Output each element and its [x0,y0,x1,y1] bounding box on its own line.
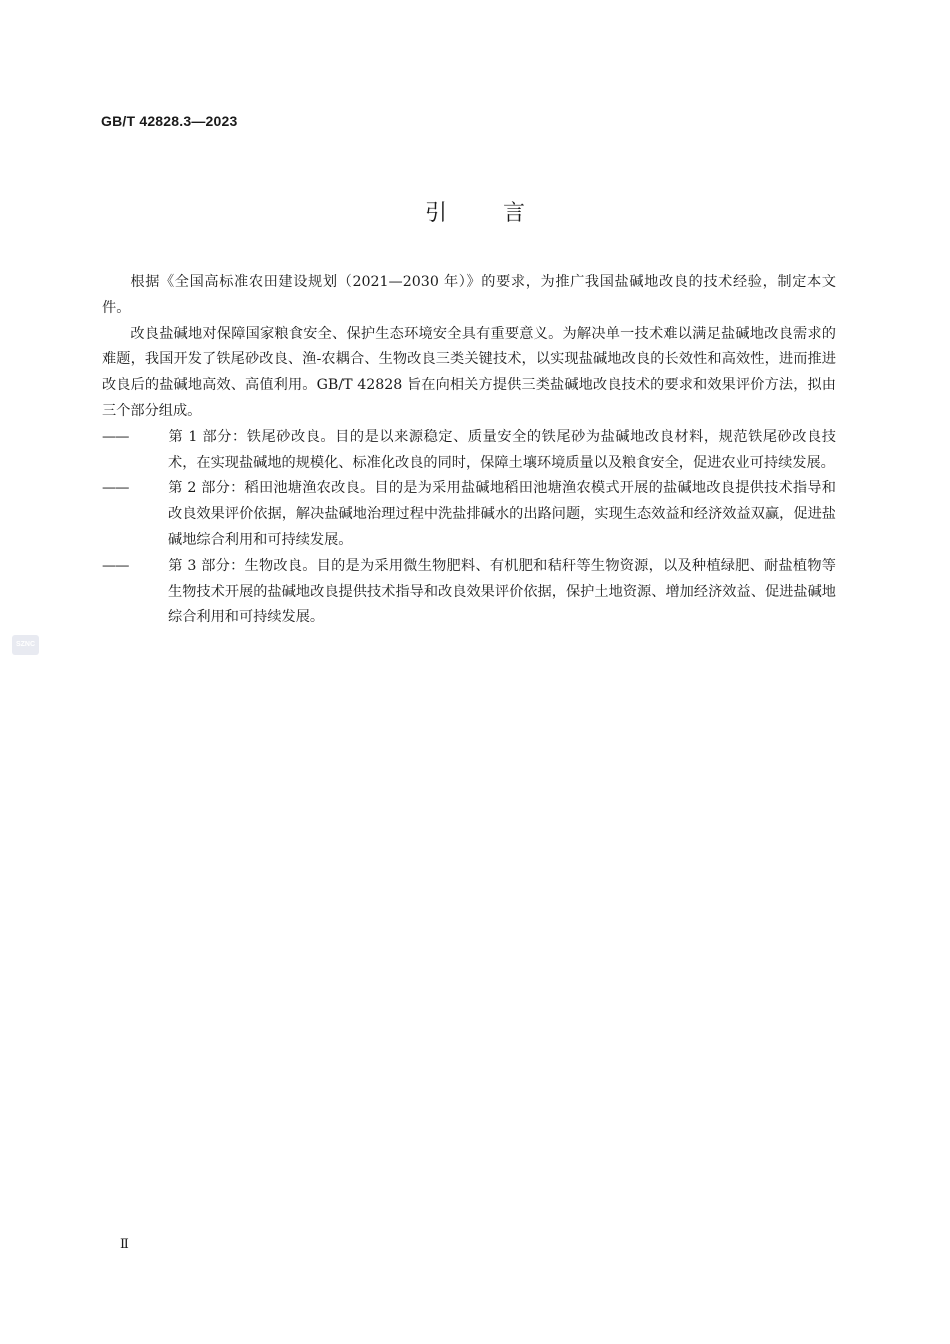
list-item [102,425,836,477]
page-title: 引言 [424,201,581,226]
list-dash: —— [102,557,129,574]
watermark-logo: SZNC [12,635,39,655]
standard-code: GB/T 42828.3—2023 [101,113,238,129]
list-item-text: 第 3 部分：生物改良。目的是为采用微生物肥料、有机肥和秸秆等生物资源，以及种植绿肥、耐盐植物等生物技术开展的盐碱地改良提供技术指导和改良效果评价依据，保护土地资源、增加经济效益、促进盐碱地综合利用和可持续发展。 [168,557,836,626]
paragraph: 根据《全国高标准农田建设规划（2021—2030 年）》的要求，为推广我国盐碱地改良的技术经验，制定本文件。 [102,274,836,316]
page-number: Ⅱ [120,1237,129,1252]
paragraph: 改良盐碱地对保障国家粮食安全、保护生态环境安全具有重要意义。为解决单一技术难以满足盐碱地改良需求的难题，我国开发了铁尾砂改良、渔-农耦合、生物改良三类关键技术，以实现盐碱地改良的长效性和高效性，进而推进改良后的盐碱地高效、高值利用。GB/T 42828 旨在向相关方提供三类盐碱地改良技术的要求和效果评价方法，拟由三个部分组成。 [102,325,836,419]
introduction-body [102,270,836,631]
list-dash: —— [102,428,129,445]
list-item [102,476,836,553]
list-item [102,554,836,631]
list-item-text: 第 2 部分：稻田池塘渔农改良。目的是为采用盐碱地稻田池塘渔农模式开展的盐碱地改良提供技术指导和改良效果评价依据，解决盐碱地治理过程中洗盐排碱水的出路问题，实现生态效益和经济效益双赢，促进盐碱地综合利用和可持续发展。 [168,480,836,548]
list-dash: —— [102,480,129,497]
list-item-text: 第 1 部分：铁尾砂改良。目的是以来源稳定、质量安全的铁尾砂为盐碱地改良材料，规范铁尾砂改良技术，在实现盐碱地的规模化、标准化改良的同时，保障土壤环境质量以及粮食安全，促进农业可持续发展。 [168,428,836,471]
